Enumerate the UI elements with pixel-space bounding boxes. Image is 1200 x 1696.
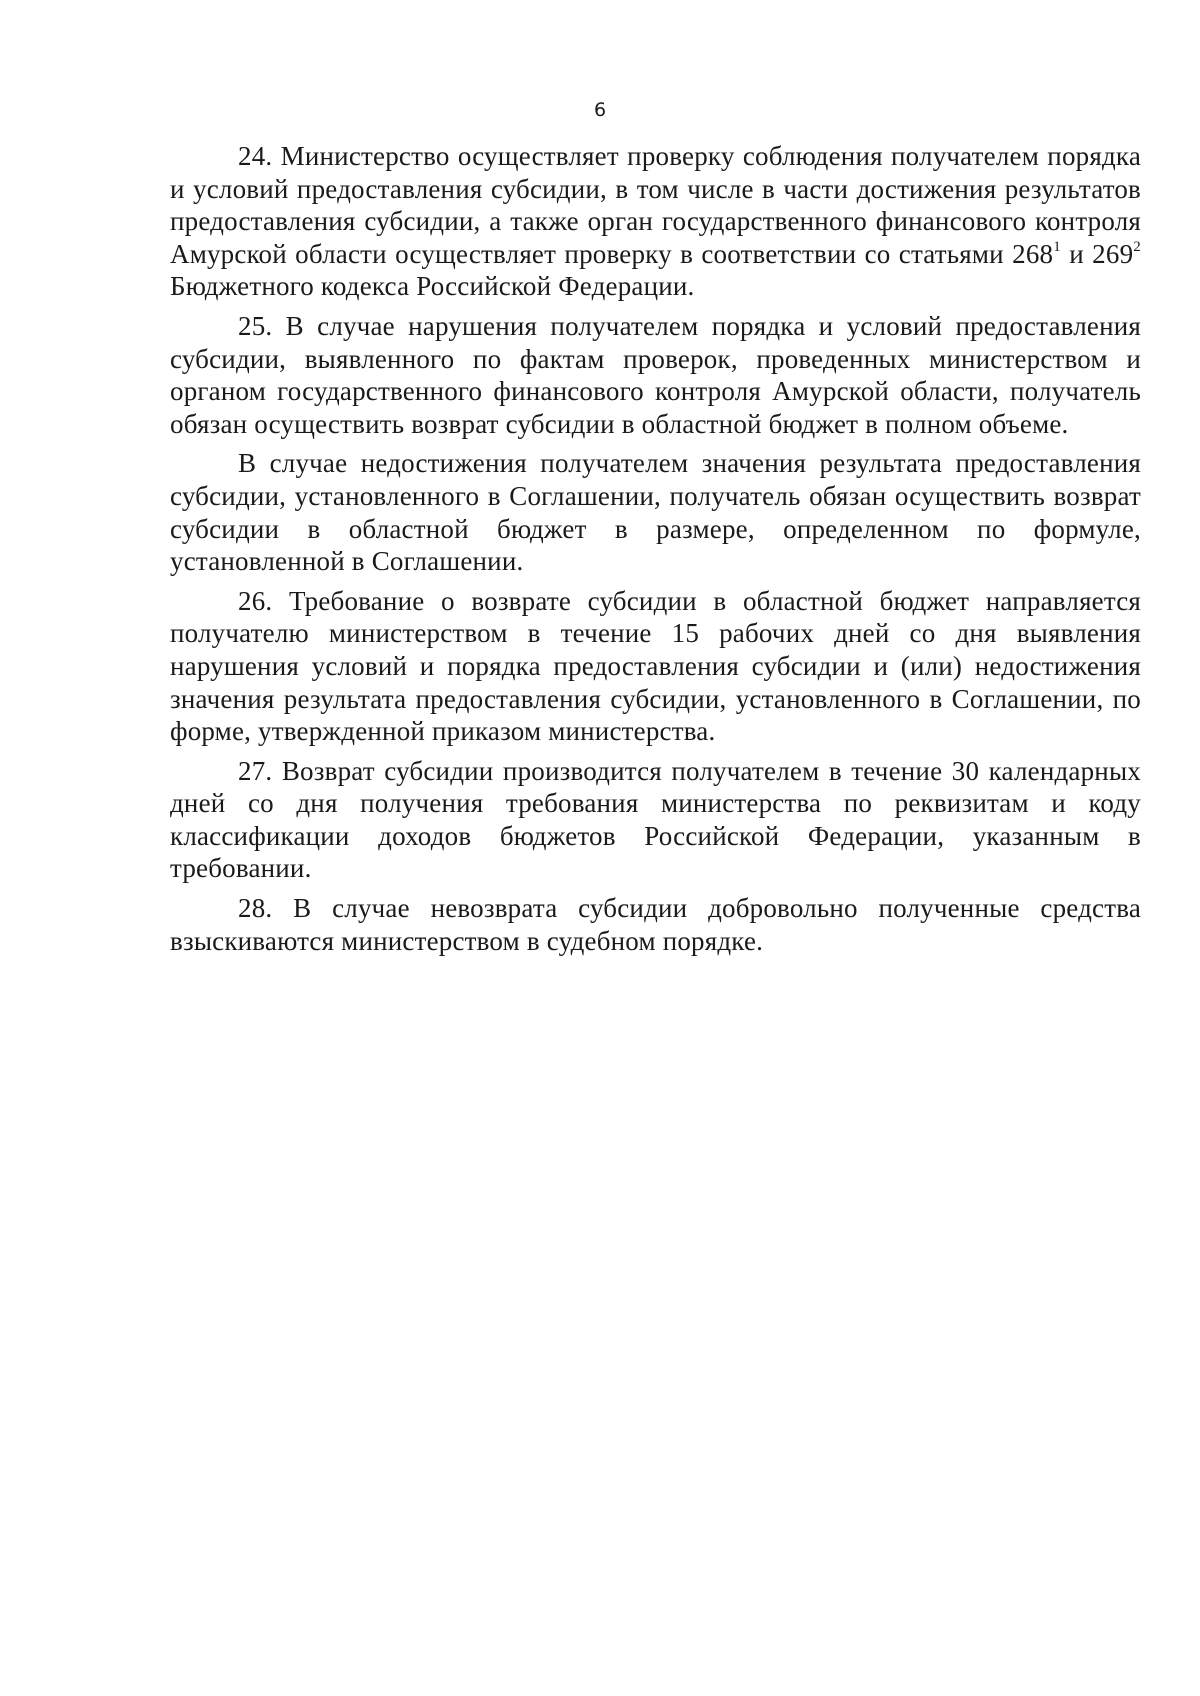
paragraph-26: 26. Требование о возврате субсидии в областной бюджет направляется получателю министерством в течение 15 рабочих дней со дня выявления нарушения условий и порядка предоставления субсидии и (или) недостижения значения результата предоставления субсидии, установленного в Соглашении, по форме, утвержденной приказом министерства.	[170, 585, 1141, 747]
page-number: 6	[593, 99, 607, 121]
footnote-mark-2: 2	[1133, 238, 1141, 255]
paragraph-25-continued: В случае недостижения получателем значения результата предоставления субсидии, установленного в Соглашении, получатель обязан осуществить возврат субсидии в областной бюджет в размере, определенном по формуле, установленной в Соглашении.	[170, 448, 1141, 577]
paragraph-24-text-end: Бюджетного кодекса Российской Федерации.	[170, 271, 695, 302]
document-body	[170, 140, 1141, 957]
paragraph-24-text-middle: и 269	[1060, 238, 1134, 269]
footnote-mark-1: 1	[1053, 238, 1061, 255]
paragraph-27: 27. Возврат субсидии производится получателем в течение 30 календарных дней со дня получения требования министерства по реквизитам и коду классификации доходов бюджетов Российской Федерации, указанным в требовании.	[170, 755, 1141, 884]
paragraph-24	[170, 140, 1141, 303]
paragraph-25: 25. В случае нарушения получателем порядка и условий предоставления субсидии, выявленного по фактам проверок, проведенных министерством и органом государственного финансового контроля Амурской области, получатель обязан осуществить возврат субсидии в областной бюджет в полном объеме.	[170, 310, 1141, 439]
paragraph-28: 28. В случае невозврата субсидии добровольно полученные средства взыскиваются министерством в судебном порядке.	[170, 893, 1141, 956]
paragraph-24-text-start: 24. Министерство осуществляет проверку соблюдения получателем порядка и условий предоставления субсидии, в том числе в части достижения результатов предоставления субсидии, а также орган государственного финансового контроля Амурской области осуществляет проверку в соответствии со статьями 268	[170, 141, 1141, 269]
